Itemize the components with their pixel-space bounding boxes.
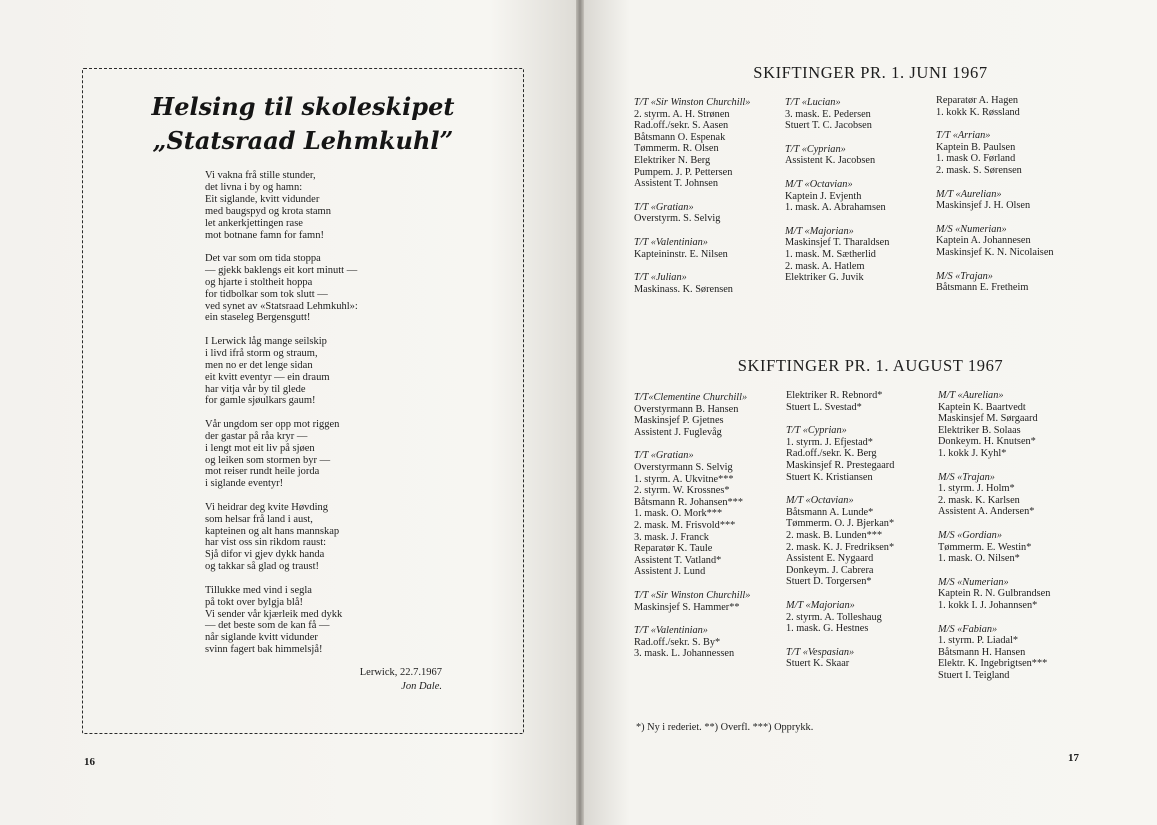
poem-line: kapteinen og alt hans mannskap	[205, 525, 340, 537]
ship-name: T/T «Arrian»	[936, 130, 991, 142]
ship-entry	[938, 530, 1050, 565]
poem-line: i livd ifrå storm og straum,	[205, 347, 318, 359]
crew-line: Kapteininstr. E. Nilsen	[634, 248, 728, 260]
crew-line: Assistent J. Lund	[634, 566, 706, 578]
poem-line: har vitja vår by til glede	[205, 383, 306, 395]
crew-line: Overstyrm. S. Selvig	[634, 213, 721, 225]
crew-line: 1. styrm. J. Holm*	[938, 483, 1015, 495]
poem-line: svinn fagert bak himmelsjå!	[205, 644, 323, 656]
poem-line: Vi vakna frå stille stunder,	[205, 170, 316, 181]
ship-entry	[936, 189, 1054, 212]
ship-name: T/T «Sir Winston Churchill»	[634, 97, 751, 108]
crew-line: Maskinsjef S. Hammer**	[634, 601, 740, 613]
ship-entry	[634, 625, 750, 660]
poem-line: mot botnane famn for famn!	[205, 229, 324, 241]
ship-entry	[936, 224, 1054, 259]
crew-line: Maskinsjef T. Tharaldsen	[785, 237, 890, 249]
poem-line: Vi heidrar deg kvite Høvding	[205, 501, 329, 513]
poem-line: Det var som om tida stoppa	[205, 252, 321, 264]
crew-line: 1. mask. G. Hestnes	[786, 623, 869, 635]
crew-line: 1. kokk J. Kyhl*	[938, 447, 1007, 459]
crew-line: Båtsmann R. Johansen***	[634, 496, 743, 508]
ship-entry	[634, 450, 750, 578]
crew-line: 2. mask. S. Sørensen	[936, 164, 1022, 176]
poem-line: eit kvitt eventyr — ein draum	[205, 371, 330, 383]
crew-line: 2. mask. K. J. Fredriksen*	[786, 541, 895, 553]
poem-line: for gamle sjøulkars gaum!	[205, 395, 316, 407]
crew-line: 2. styrm. A. H. Strønen	[634, 108, 730, 120]
crew-line: Båtsmann O. Espenak	[634, 131, 726, 143]
crew-line: Kaptein A. Johannesen	[936, 235, 1031, 247]
ship-name: M/S «Numerian»	[936, 223, 1007, 235]
poem-stanza	[205, 585, 505, 656]
crew-line: 2. mask. M. Frisvold***	[634, 519, 736, 531]
poem-stanza	[205, 502, 505, 573]
ship-name: M/S «Fabian»	[938, 623, 998, 635]
poem-stanza	[205, 336, 505, 407]
crew-line: Overstyrmann B. Hansen	[634, 403, 739, 415]
poem-line: mot reiser rundt heile jorda	[205, 466, 320, 478]
ship-entry	[938, 390, 1050, 460]
crew-line: 1. kokk I. J. Johannsen*	[938, 599, 1038, 611]
crew-line: Kaptein J. Evjenth	[785, 190, 862, 202]
ship-entry	[634, 590, 750, 613]
crew-line: Donkeym. J. Cabrera	[786, 564, 874, 576]
poem-title-line-2: „Statsraad Lehmkuhl”	[152, 126, 454, 155]
ship-entry	[786, 647, 894, 670]
ship-entry	[786, 390, 894, 413]
poem-line: for tidbolkar som tok slutt —	[205, 288, 328, 300]
heading-juni: SKIFTINGER PR. 1. JUNI 1967	[753, 63, 988, 82]
ship-entry	[786, 600, 894, 635]
crew-line: Maskinass. K. Sørensen	[634, 283, 733, 295]
crew-line: Rad.off./sekr. K. Berg	[786, 448, 877, 460]
poem-line: når siglande kvitt vidunder	[205, 632, 318, 644]
crew-line: Kaptein R. N. Gulbrandsen	[938, 588, 1051, 600]
crew-line: Kaptein K. Baartvedt	[938, 401, 1026, 413]
crew-line: 3. mask. J. Franck	[634, 531, 709, 543]
crew-line: Assistent J. Fuglevåg	[634, 426, 722, 438]
poem-stanza	[205, 419, 505, 490]
crew-line: 1. mask. O. Mork***	[634, 508, 723, 520]
crew-line: Maskinsjef P. Gjetnes	[634, 415, 724, 427]
crew-line: Båtsmann H. Hansen	[938, 646, 1026, 658]
poem-title-line-1: Helsing til skoleskipet	[151, 92, 455, 121]
juni-column-1	[634, 97, 750, 295]
poem-line: men no er det lenge sidan	[205, 359, 313, 371]
ship-entry	[938, 472, 1050, 518]
crew-line: Rad.off./sekr. S. By*	[634, 636, 721, 648]
ship-name: M/S «Trajan»	[938, 471, 995, 483]
ship-name: T/T «Sir Winston Churchill»	[634, 589, 751, 601]
heading-august: SKIFTINGER PR. 1. AUGUST 1967	[737, 356, 1004, 375]
ship-name: T/T «Valentinian»	[634, 236, 708, 248]
crew-line: Assistent T. Johnsen	[634, 178, 718, 190]
crew-line: 2. styrm. A. Tolleshaug	[786, 611, 882, 623]
ship-entry	[634, 202, 750, 225]
poem-line: — det beste som de kan få —	[205, 620, 330, 632]
crew-line: 1. kokk K. Røssland	[936, 106, 1020, 118]
crew-line: Stuert K. Kristiansen	[786, 471, 873, 483]
crew-line: Maskinsjef K. N. Nicolaisen	[936, 246, 1054, 258]
ship-entry	[936, 271, 1054, 294]
crew-line: Reparatør A. Hagen	[936, 95, 1019, 106]
poem-body	[205, 170, 505, 668]
crew-line: Elektriker G. Juvik	[785, 272, 864, 284]
crew-line: 1. mask O. Førland	[936, 153, 1016, 165]
poem-signature	[300, 666, 442, 694]
ship-entry	[938, 577, 1050, 612]
crew-line: 1. styrm. J. Efjestad*	[786, 436, 873, 448]
ship-name: T/T «Julian»	[634, 272, 687, 284]
ship-entry	[634, 392, 750, 438]
crew-line: Pumpem. J. P. Pettersen	[634, 166, 733, 178]
poem-line: i siglande eventyr!	[205, 478, 284, 490]
poem-line: ein staseleg Bergensgutt!	[205, 312, 311, 324]
ship-entry	[786, 425, 894, 483]
august-column-2	[786, 390, 894, 670]
crew-line: 1. mask. A. Abrahamsen	[785, 202, 886, 214]
crew-line: Maskinsjef R. Prestegaard	[786, 459, 895, 471]
ship-entry	[634, 272, 750, 295]
ship-name: M/T «Octavian»	[785, 178, 853, 190]
ship-name: M/S «Gordian»	[938, 529, 1002, 541]
book-spine	[576, 0, 584, 825]
page-number-right: 17	[1068, 752, 1079, 764]
ship-entry	[634, 97, 750, 190]
poem-line: med baugspyd og krota stamn	[205, 205, 331, 217]
poem-line: der gastar på råa kryr —	[205, 430, 308, 442]
crew-line: Stuert D. Torgersen*	[786, 576, 872, 588]
august-column-3	[938, 390, 1050, 681]
poem-line: på tokt over bylgja blå!	[205, 596, 303, 608]
ship-name: M/S «Trajan»	[936, 270, 993, 282]
signature-place-date: Lerwick, 22.7.1967	[359, 667, 442, 678]
poem-line: som helsar frå land i aust,	[205, 513, 313, 525]
ship-name: M/T «Majorian»	[785, 225, 854, 237]
crew-line: Kaptein B. Paulsen	[936, 141, 1016, 153]
crew-line: Elektr. K. Ingebrigtsen***	[938, 658, 1048, 670]
poem-line: Eit siglande, kvitt vidunder	[205, 193, 320, 205]
poem-line: ved synet av «Statsraad Lehmkuhl»:	[205, 300, 358, 312]
poem-line: Vi sender vår kjærleik med dykk	[205, 608, 343, 620]
signature-author: Jon Dale.	[401, 681, 442, 692]
poem-line: i lengt mot eit liv på sjøen	[205, 442, 315, 454]
crew-line: Maskinsjef J. H. Olsen	[936, 200, 1031, 212]
ship-entry	[785, 144, 889, 167]
crew-line: Stuert I. Teigland	[938, 669, 1010, 681]
poem-line: og hjarte i stoltheit hoppa	[205, 276, 313, 288]
crew-line: Overstyrmann S. Selvig	[634, 461, 733, 473]
ship-entry	[785, 179, 889, 214]
ship-entry	[785, 97, 889, 132]
ship-name: M/S «Numerian»	[938, 576, 1009, 588]
crew-line: Båtsmann E. Fretheim	[936, 282, 1029, 294]
crew-line: Stuert L. Svestad*	[786, 401, 862, 413]
crew-line: Assistent A. Andersen*	[938, 506, 1035, 518]
poem-line: har vist oss sin rikdom raust:	[205, 537, 327, 549]
crew-line: 1. mask. M. Sætherlid	[785, 248, 876, 260]
ship-name: T/T «Lucian»	[785, 97, 841, 108]
crew-line: 2. mask. K. Karlsen	[938, 494, 1020, 506]
ship-entry	[786, 495, 894, 588]
crew-line: Rad.off./sekr. S. Aasen	[634, 120, 729, 132]
crew-line: Elektriker N. Berg	[634, 154, 711, 166]
crew-line: 1. styrm. A. Ukvitne***	[634, 473, 734, 485]
crew-line: Stuert T. C. Jacobsen	[785, 120, 872, 132]
ship-name: T/T «Cyprian»	[786, 425, 847, 437]
ship-entry	[936, 95, 1054, 118]
ship-name: T/T «Gratian»	[634, 450, 694, 462]
ship-name: T/T «Cyprian»	[785, 143, 846, 155]
poem-line: I Lerwick låg mange seilskip	[205, 335, 327, 347]
crew-line: Elektriker B. Solaas	[938, 424, 1021, 436]
poem-line: Vår ungdom ser opp mot riggen	[205, 418, 340, 430]
ship-name: T/T «Gratian»	[634, 201, 694, 213]
ship-name: M/T «Majorian»	[786, 599, 855, 611]
crew-line: 1. styrm. P. Liadal*	[938, 635, 1019, 647]
ship-name: M/T «Octavian»	[786, 495, 854, 507]
footnote: *) Ny i rederiet. **) Overfl. ***) Opprykk.	[636, 722, 814, 733]
ship-name: T/T «Valentinian»	[634, 625, 708, 637]
crew-line: Reparatør K. Taule	[634, 543, 713, 555]
crew-line: 3. mask. E. Pedersen	[785, 108, 871, 120]
ship-entry	[938, 624, 1050, 682]
poem-line: Sjå difor vi gjev dykk handa	[205, 549, 325, 561]
crew-line: 3. mask. L. Johannessen	[634, 648, 735, 660]
august-column-1	[634, 392, 750, 660]
juni-column-3	[936, 95, 1054, 294]
crew-line: Assistent E. Nygaard	[786, 553, 874, 565]
ship-entry	[785, 226, 889, 284]
crew-line: 2. styrm. W. Krossnes*	[634, 485, 730, 497]
crew-line: 2. mask. B. Lunden***	[786, 529, 883, 541]
poem-stanza	[205, 170, 505, 241]
crew-line: Tømmerm. O. J. Bjerkan*	[786, 518, 895, 530]
crew-line: Elektriker R. Rebnord*	[786, 390, 883, 401]
crew-line: Tømmerm. R. Olsen	[634, 143, 719, 155]
crew-line: Tømmerm. E. Westin*	[938, 541, 1032, 553]
poem-line: Tillukke med vind i segla	[205, 584, 312, 596]
crew-line: Båtsmann A. Lunde*	[786, 506, 874, 518]
crew-line: 1. mask. O. Nilsen*	[938, 553, 1020, 565]
poem-line: og leiken som stormen byr —	[205, 454, 331, 466]
ship-name: T/T«Clementine Churchill»	[634, 392, 748, 403]
crew-line: Stuert K. Skaar	[786, 658, 850, 670]
poem-stanza	[205, 253, 505, 324]
crew-line: Donkeym. H. Knutsen*	[938, 436, 1036, 448]
ship-entry	[634, 237, 750, 260]
crew-line: Assistent T. Vatland*	[634, 554, 722, 566]
poem-line: det livna i by og hamn:	[205, 181, 303, 193]
ship-name: M/T «Aurelian»	[938, 390, 1004, 401]
ship-name: T/T «Vespasian»	[786, 646, 855, 658]
crew-line: 2. mask. A. Hatlem	[785, 260, 865, 272]
ship-entry	[936, 130, 1054, 176]
poem-line: og takkar så glad og traust!	[205, 561, 320, 573]
juni-column-2	[785, 97, 889, 284]
poem-line: — gjekk baklengs eit kort minutt —	[205, 264, 358, 276]
ship-name: M/T «Aurelian»	[936, 188, 1002, 200]
poem-line: let ankerkjettingen rase	[205, 217, 303, 229]
page-number-left: 16	[84, 756, 95, 768]
poem-title	[98, 90, 508, 158]
crew-line: Assistent K. Jacobsen	[785, 155, 876, 167]
crew-line: Maskinsjef M. Sørgaard	[938, 413, 1038, 425]
